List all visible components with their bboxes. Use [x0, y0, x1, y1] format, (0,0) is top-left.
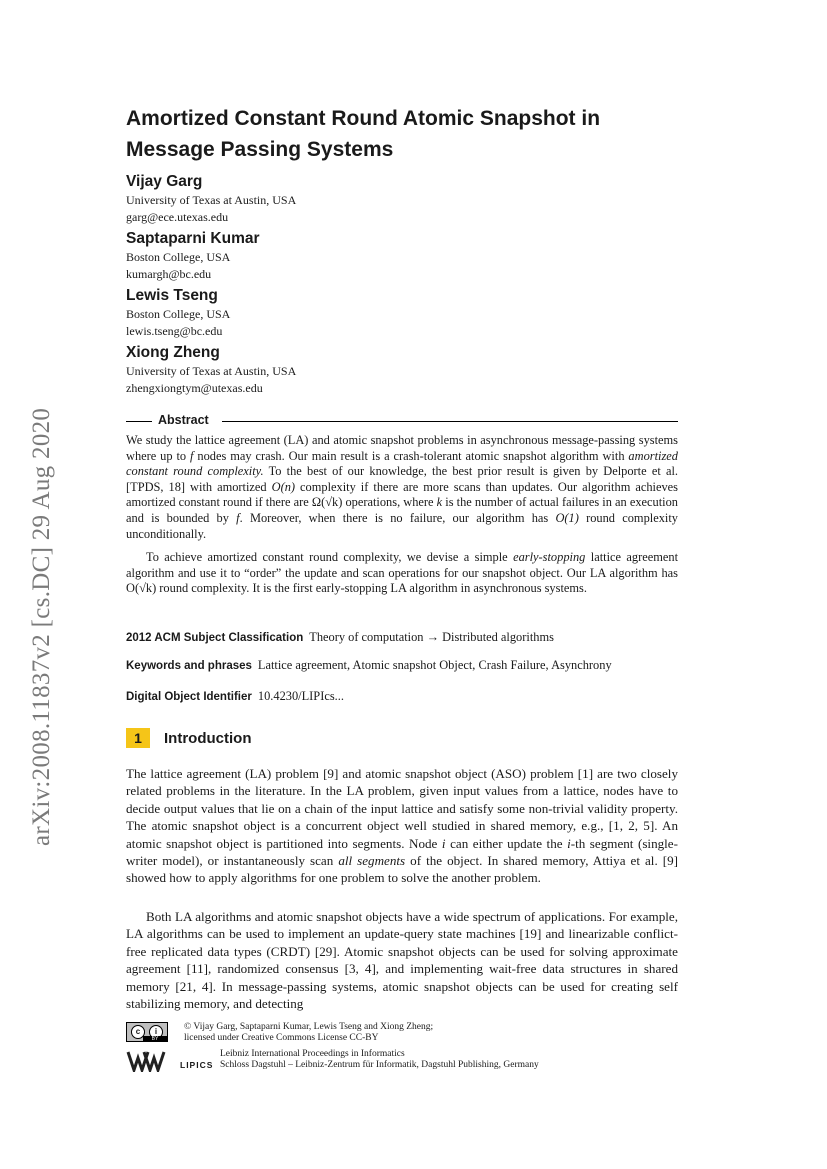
doi-value[interactable]: 10.4230/LIPIcs...: [257, 689, 344, 703]
author-email[interactable]: garg@ece.utexas.edu: [126, 210, 229, 224]
attribution-icon: i: [149, 1025, 163, 1039]
intro-paragraph-1: The lattice agreement (LA) problem [9] and atomic snapshot object (ASO) problem [1] are two closely related problems in the literature. In the LA problem, given input values from a lattice, nodes have to decide output values that lie on a chain of the input lattice and satisfy some non-trivial validity property. The atomic snapshot object is a concurrent object well studied in shared memory, e.g., [1, 2, 5]. An atomic snapshot object is partitioned into segments. Node i can either update the i-th segment (single-writer model), or instantaneously scan all segments of the object. In shared memory, Attiya et al. [9] showed how to apply algorithms for one problem to solve the another problem.: [126, 766, 678, 886]
cc-license-badge[interactable]: [126, 1022, 168, 1042]
acm-value: Theory of computation → Distributed algorithms: [309, 630, 554, 644]
license-line: licensed under Creative Commons License CC-BY: [184, 1033, 379, 1043]
copyright-line: © Vijay Garg, Saptaparni Kumar, Lewis Tseng and Xiong Zheng;: [184, 1022, 434, 1032]
publisher-line: Schloss Dagstuhl – Leibniz-Zentrum für Informatik, Dagstuhl Publishing, Germany: [220, 1060, 539, 1070]
rule-right: [222, 421, 678, 422]
section-number: 1: [126, 728, 150, 748]
footer: [126, 1022, 686, 1072]
doi-label: Digital Object Identifier: [126, 691, 252, 703]
cc-by-label: BY: [143, 1036, 167, 1042]
author-name: Xiong Zheng: [126, 344, 220, 361]
author-name: Saptaparni Kumar: [126, 230, 260, 247]
abstract-paragraph-2: To achieve amortized constant round complexity, we devise a simple early-stopping lattice agreement algorithm and use it to “order” the update and scan operations for our snapshot object. Our LA algorithm has O(√k) round complexity. It is the first early-stopping LA algorithm in asynchronous systems.: [126, 550, 679, 596]
author-email[interactable]: lewis.tseng@bc.edu: [126, 324, 223, 338]
author-affiliation: University of Texas at Austin, USA: [126, 364, 297, 378]
author-affiliation: Boston College, USA: [126, 307, 231, 321]
intro-paragraph-2: Both LA algorithms and atomic snapshot objects have a wide spectrum of applications. For example, LA algorithms can be used to implement an update-query state machines [19] and linearizable conflict-free replicated data types (CRDT) [29]. Atomic snapshot objects can be used for solving approximate agreement [11], randomized consensus [3, 4], and implementing wait-free data structures in shared memory [21, 4]. In message-passing systems, atomic snapshot objects can be used for creating self stabilizing memory, and detecting: [126, 909, 678, 1012]
keywords: [126, 657, 686, 674]
author-name: Vijay Garg: [126, 173, 203, 190]
author-email[interactable]: kumargh@bc.edu: [126, 267, 212, 281]
lipics-wordmark: LIPICS: [180, 1060, 214, 1070]
series-line: Leibniz International Proceedings in Informatics: [220, 1049, 405, 1059]
cc-icon: c: [131, 1025, 145, 1039]
author-affiliation: University of Texas at Austin, USA: [126, 193, 297, 207]
author-block: [126, 286, 686, 340]
rule-left: [126, 421, 152, 422]
abstract-label: Abstract: [158, 413, 209, 427]
section-title: Introduction: [164, 729, 252, 747]
arxiv-identifier-stamp: arXiv:2008.11837v2 [cs.DC] 29 Aug 2020: [28, 407, 55, 846]
author-block: [126, 172, 686, 226]
keywords-label: Keywords and phrases: [126, 660, 252, 672]
doi: [126, 688, 686, 705]
section-heading: [126, 728, 251, 750]
abstract-heading: [126, 413, 678, 429]
paper-title: Amortized Constant Round Atomic Snapshot in Message Passing Systems: [126, 107, 601, 161]
author-email[interactable]: zhengxiongtym@utexas.edu: [126, 381, 263, 395]
acm-classification: [126, 629, 686, 646]
keywords-value: Lattice agreement, Atomic snapshot Object, Crash Failure, Asynchrony: [257, 658, 612, 672]
abstract-paragraph-1: We study the lattice agreement (LA) and atomic snapshot problems in asynchronous message-passing systems where up to f nodes may crash. Our main result is a crash-tolerant atomic snapshot algorithm with amortized constant round complexity. To the best of our knowledge, the best prior result is given by Delporte et al. [TPDS, 18] with amortized O(n) complexity if there are more scans than updates. Our algorithm achieves amortized constant round if there are Ω(√k) operations, where k is the number of actual failures in an execution and is bounded by f. Moreover, when there is no failure, our algorithm has O(1) round complexity unconditionally.: [126, 433, 678, 541]
author-affiliation: Boston College, USA: [126, 250, 231, 264]
author-block: [126, 343, 686, 397]
author-block: [126, 229, 686, 283]
lipics-logo-icon: [126, 1050, 180, 1072]
author-name: Lewis Tseng: [126, 287, 218, 304]
acm-label: 2012 ACM Subject Classification: [126, 632, 304, 644]
